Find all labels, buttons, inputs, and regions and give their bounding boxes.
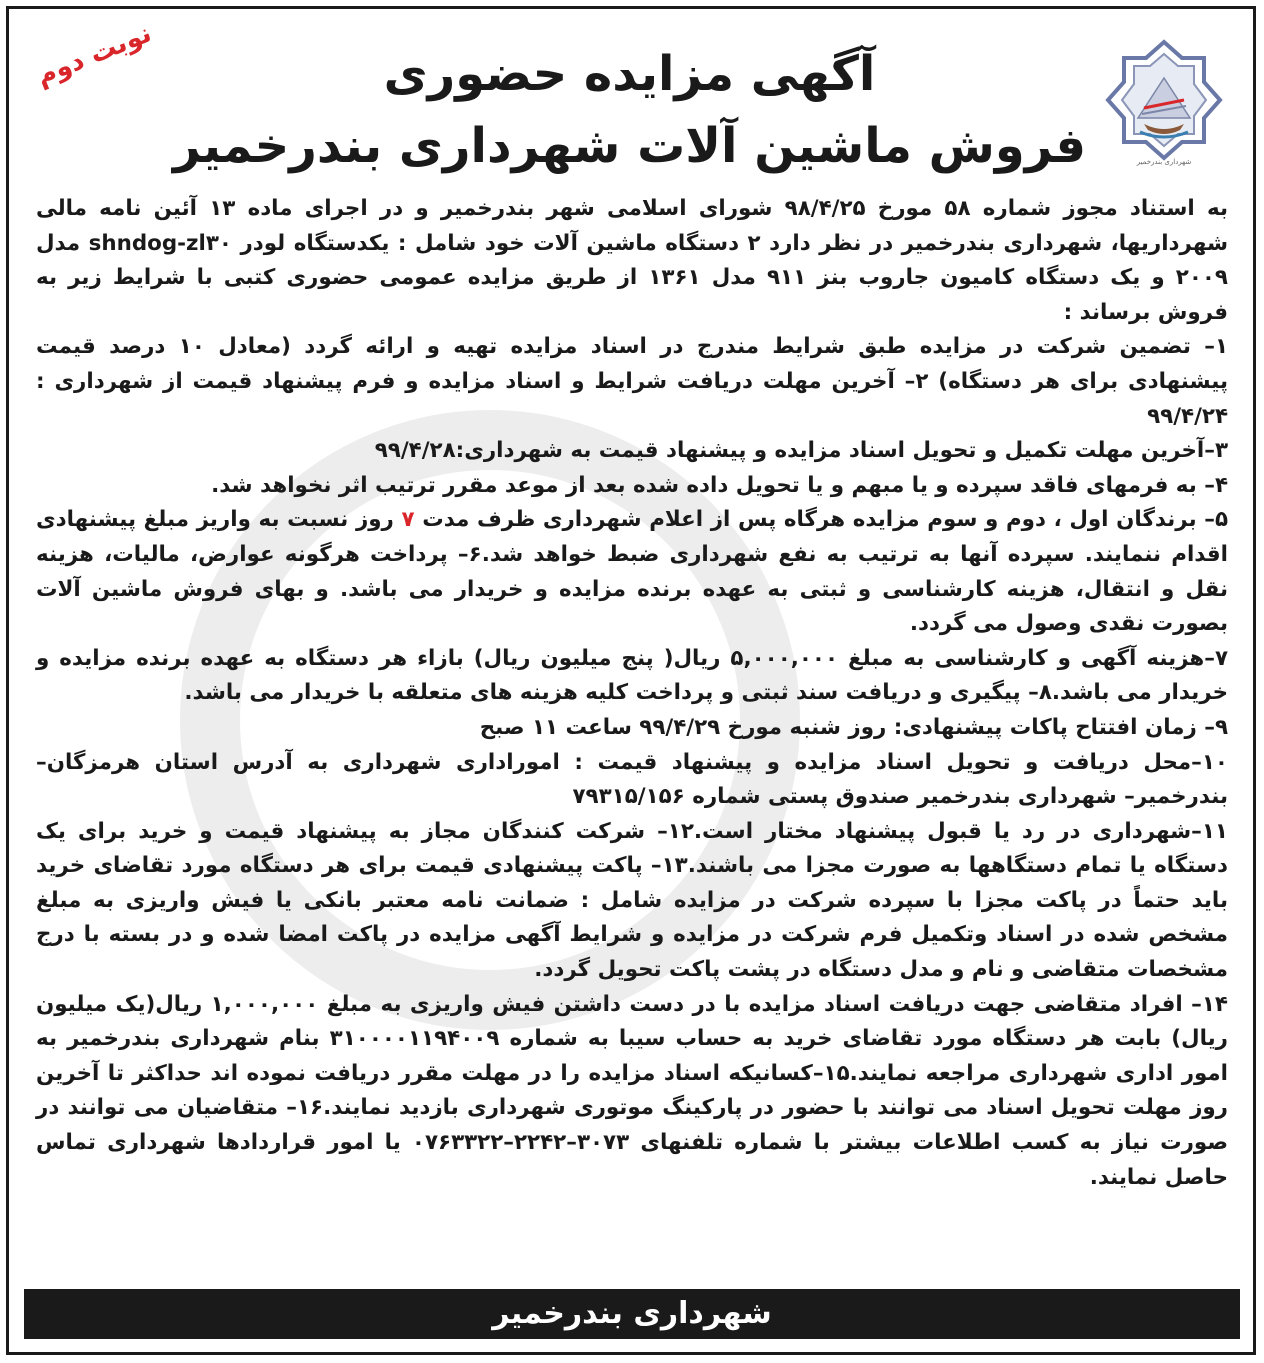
clause-4: ۴– به فرمهای فاقد سپرده و یا مبهم و یا تحویل داده شده بعد از موعد مقرر ترتیب اثر نخواهد شد. [211, 472, 1228, 498]
logo-caption: شهرداری بندرخمیر [1136, 158, 1192, 166]
notice-body [36, 192, 1228, 1195]
clause-5-start: ۵– برندگان اول ، دوم و سوم مزایده هرگاه پس از اعلام شهرداری ظرف مدت [414, 507, 1228, 533]
clause-10: ۱۰–محل دریافت و تحویل اسناد مزایده و پیشنهاد قیمت : اموراداری شهرداری به آدرس استان هرمزگان– بندرخمیر– شهرداری بندرخمیر صندوق پستی شماره ۷۹۳۱۵/۱۵۶ [36, 749, 1228, 810]
round-badge: نوبت دوم [32, 18, 156, 92]
clause-3: ۳–آخرین مهلت تکمیل و تحویل اسناد مزایده و پیشنهاد قیمت به شهرداری:۹۹/۴/۲۸ [374, 438, 1228, 464]
clause-9: ۹– زمان افتتاح پاکات پیشنهادی: روز شنبه مورخ ۹۹/۴/۲۹ ساعت ۱۱ صبح [479, 714, 1228, 740]
page-subtitle: فروش ماشین آلات شهرداری بندرخمیر [172, 118, 1087, 174]
footer-signature: شهرداری بندرخمیر [24, 1289, 1240, 1339]
clause-1-2: ۱– تضمین شرکت در مزایده طبق شرایط مندرج در اسناد مزایده تهیه و ارائه گردد (معادل ۱۰ درصد قیمت پیشنهادی برای هر دستگاه) ۲– آخرین مهلت دریافت شرایط و اسناد مزایده و فرم پیشنهاد قیمت از شهرداری : ۹۹/۴/۲۴ [36, 334, 1229, 429]
clause-7-8: ۷–هزینه آگهی و کارشناسی به مبلغ ۵,۰۰۰,۰۰۰ ریال( پنج میلیون ریال) بازاء هر دستگاه به عهده برنده مزایده و خریدار می باشد.۸– پیگیری و دریافت سند ثبتی و پرداخت کلیه هزینه های متعلقه با خریدار می باشد. [36, 645, 1228, 706]
municipality-logo-icon [1104, 38, 1224, 168]
intro-paragraph: به استناد مجوز شماره ۵۸ مورخ ۹۸/۴/۲۵ شورای اسلامی شهر بندرخمیر و در اجرای ماده ۱۳ آئین نامه مالی شهرداریها، شهرداری بندرخمیر در نظر دارد ۲ دستگاه ماشین آلات خود شامل : یکدستگاه لودر shndog-zl۳۰ مدل ۲۰۰۹ و یک دستگاه کامیون جاروب بنز ۹۱۱ مدل ۱۳۶۱ از طریق مزایده عمومی حضوری کتبی با شرایط زیر به فروش برساند : [36, 196, 1229, 325]
clause-14-16: ۱۴– افراد متقاضی جهت دریافت اسناد مزایده با در دست داشتن فیش واریزی به مبلغ ۱,۰۰۰,۰۰۰ ریال(یک میلیون ریال) بابت هر دستگاه مورد تقاضای خرید به حساب سیبا به شماره ۳۱۰۰۰۰۱۱۹۴۰۰۹ بنام شهرداری بندرخمیر به امور اداری شهرداری مراجعه نمایند.۱۵–کسانیکه اسناد مزایده را در مهلت مقرر دریافت نموده اند حداکثر تا آخرین روز مهلت تحویل اسناد می توانند با حضور در پارکینگ موتوری شهرداری بازدید نمایند.۱۶– متقاضیان می توانند در صورت نیاز به کسب اطلاعات بیشتر با شماره تلفنهای ۳۰۷۳–۲۲۴۲–۰۷۶۳۳۲۲ یا امور قراردادها شهرداری تماس حاصل نمایند. [36, 991, 1228, 1190]
clause-5-end: روز نسبت به واریز مبلغ پیشنهادی اقدام ننمایند. سپرده آنها به ترتیب به نفع شهرداری ضبط خواهد شد.۶– پرداخت هرگونه عوارض، مالیات، هزینه نقل و انتقال، هزینه کارشناسی و ثبتی به عهده برنده مزایده و خریدار می باشد. و بهای فروش ماشین آلات بصورت نقدی وصول می گردد. [36, 507, 1228, 637]
clause-5-6 [36, 503, 1228, 641]
page-title: آگهی مزایده حضوری [383, 46, 876, 102]
deadline-days: ۷ [401, 507, 415, 533]
clause-11-13: ۱۱–شهرداری در رد یا قبول پیشنهاد مختار است.۱۲– شرکت کنندگان مجاز به پیشنهاد قیمت و خرید برای یک دستگاه یا تمام دستگاهها به صورت مجزا می باشند.۱۳– پاکت پیشنهادی قیمت برای هر دستگاه مورد تقاضای خرید باید حتماً در پاکت مجزا با سپرده شرکت در مزایده شامل : ضمانت نامه معتبر بانکی یا فیش واریزی به مبلغ مشخص شده در اسناد وتکمیل فرم شرکت در مزایده و شرایط آگهی مزایده در پاکت امضا شده و در بسته با درج مشخصات متقاضی و نام و مدل دستگاه در پشت پاکت تحویل گردد. [36, 818, 1228, 983]
